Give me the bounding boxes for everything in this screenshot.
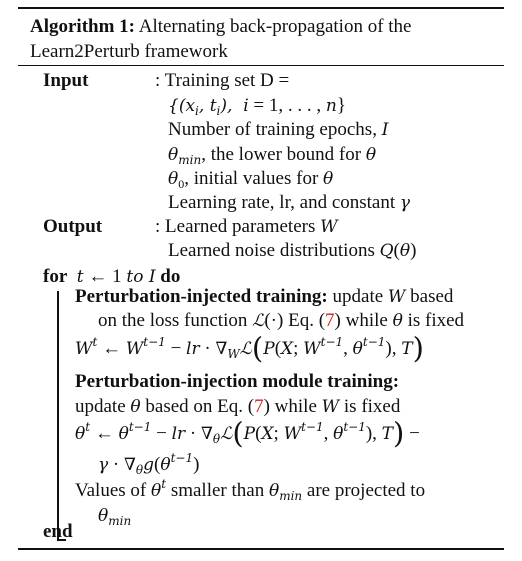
output-line-1: : Learned parameters W: [155, 216, 338, 237]
top-rule: [18, 7, 504, 9]
output-line-2: Learned noise distributions Q(θ): [168, 240, 417, 261]
eq-reference-2[interactable]: 7: [254, 396, 264, 417]
step1-equation: $W^t$ ← $W^{t-1}$ − lr · $\nabla_Wℒ(P(X$; $W^{t-1}$, $\theta^{t-1}$), T): [75, 331, 424, 365]
step2-description: update θ based on Eq. (7) while W is fixed: [75, 396, 401, 417]
bottom-rule: [18, 548, 504, 550]
caption-rule: [18, 65, 504, 66]
end-keyword: end: [43, 521, 73, 542]
step1-title: Perturbation-injected training:: [75, 286, 328, 307]
step2-title-line: [75, 370, 399, 394]
input-line-3: Number of training epochs, I: [168, 119, 389, 140]
caption-text: Alternating back-propagation of the Learn2Perturb framework: [30, 16, 412, 62]
step2-equation-2: $\gamma \cdot \nabla_\theta g(\theta^{t-1})$: [98, 451, 200, 477]
algorithm-caption: [30, 14, 500, 64]
algorithm-box: [18, 7, 504, 552]
output-keyword: Output: [43, 216, 103, 237]
input-line-1: : Training set D =: [155, 70, 290, 91]
step1-description: on the loss function ℒ(·) Eq. (7) while θ is fixed: [98, 310, 465, 331]
input-line-6: Learning rate, lr, and constant γ: [168, 192, 411, 213]
input-line-2: {($x_i$, $t_i$), i = 1, . . . , n}: [168, 95, 346, 118]
caption-label: Algorithm 1:: [30, 16, 136, 37]
step1-title-line: Perturbation-injected training: update W based: [75, 286, 454, 307]
loop-scope-bar: [57, 291, 59, 541]
do-keyword: do: [160, 266, 181, 287]
step2-title: Perturbation-injection module training:: [75, 371, 400, 392]
eq-reference-1[interactable]: 7: [325, 310, 335, 331]
input-keyword: Input: [43, 70, 89, 91]
step2-equation-1: $\theta^t$ ← $\theta^{t-1}$ − lr · $\nabla_\theta ℒ(P(X$; $W^{t-1}$, $\theta^{t-1}$), T) −: [75, 416, 420, 450]
for-loop-header: for t ← 1 to I do: [43, 266, 181, 287]
input-line-5: $\theta_0$, initial values for θ: [168, 168, 334, 191]
step3-line-2: $\theta_{min}$: [98, 506, 132, 528]
step3-line-1: Values of $\theta^t$ smaller than $\theta_{min}$ are projected to: [75, 477, 426, 503]
input-line-4: $\theta_{min}$, the lower bound for θ: [168, 144, 377, 167]
for-keyword: for: [43, 266, 68, 287]
